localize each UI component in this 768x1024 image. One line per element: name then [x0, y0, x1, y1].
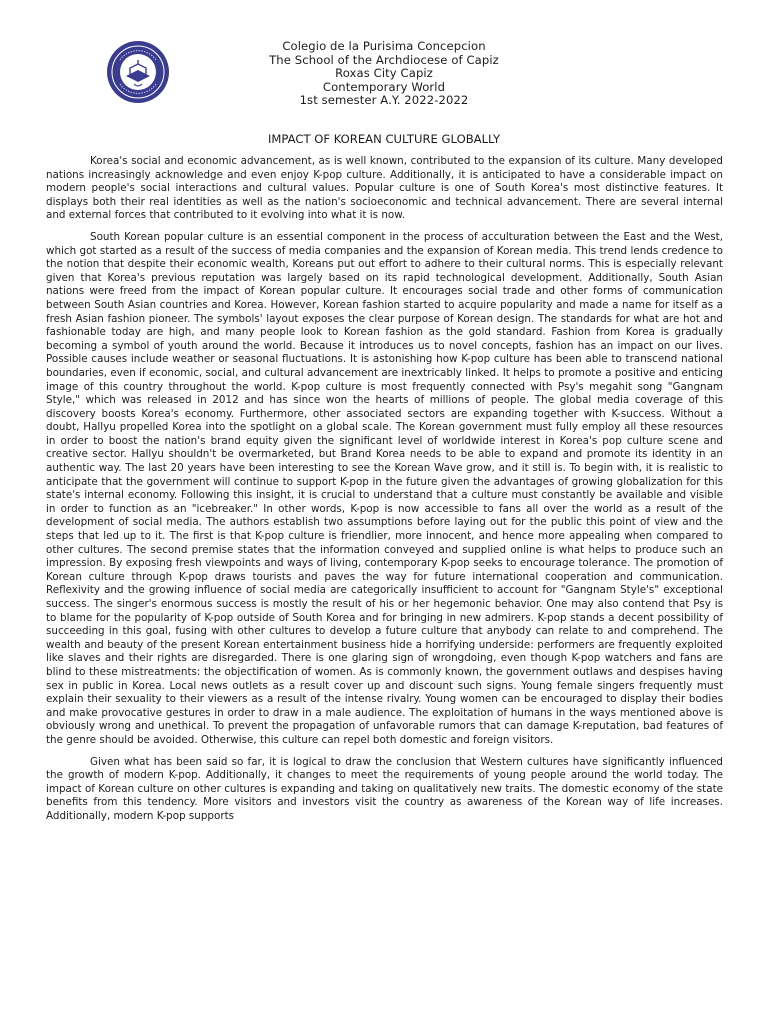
school-seal-logo — [106, 40, 170, 104]
header-semester: 1st semester A.Y. 2022-2022 — [299, 93, 469, 108]
header-archdiocese: The School of the Archdiocese of Capiz — [269, 52, 499, 67]
header-city: Roxas City Capiz — [335, 66, 433, 81]
header-subject: Contemporary World — [322, 79, 446, 94]
header-school-name: Colegio de la Purisima Concepcion — [282, 39, 486, 53]
paragraph-3: Given what has been said so far, it is logical to draw the conclusion that Western cultures have significantly influenced the growth of modern K-pop. Additionally, it changes to meet the requirements of young people around the world today. The impact of Korean culture on other cultures is expanding and taking on qualitatively new traits. The domestic economy of the state benefits from this tendency. More visitors and investors visit the country as awareness of the Korean way of life increases. Additionally, modern K-pop supports — [46, 755, 723, 822]
paragraph-1: Korea's social and economic advancement, as is well known, contributed to the expansion of its culture. Many developed nations increasingly acknowledge and even enjoy K-pop culture. Additionally, it is anticipated to have a considerable impact on modern people's social interactions and cultural values. Popular culture is one of South Korea's most distinctive features. It displays both their real identities as well as the nation's socioeconomic and technical advancement. There are several internal and external forces that contributed to it evolving into what it is now. — [46, 155, 723, 222]
school-header — [200, 40, 568, 108]
essay-body — [46, 155, 723, 832]
paragraph-2: South Korean popular culture is an essential component in the process of acculturation between the East and the West, which got started as a result of the success of media companies and the expansion of Korean media. This trend lends credence to the notion that despite their economic wealth, Koreans put out effort to adhere to their cultural norms. This is especially relevant given that Korea's previous reputation was largely based on its rapid technological development. Additionally, South Asian nations were freed from the impact of Korean popular culture. It encourages social trade and other forms of communication between South Asian countries and Korea. However, Korean fashion started to acquire popularity and made a name for itself as a fresh Asian fashion pioneer. The symbols' layout exposes the clear purpose of Korean design. The standards for what are hot and fashionable today are high, and many people look to Korean fashion as the gold standard. Fashion from Korea is gradually becoming a symbol of youth around the world. Because it introduces us to novel concepts, fashion has an impact on our lives. Possible causes include weather or seasonal fluctuations. It is astonishing how K-pop culture has been able to transcend national boundaries, even if economic, social, and cultural advancement are inextricably linked. It helps to promote a positive and enticing image of this country throughout the world. K-pop culture is most frequently connected with Psy's megahit song "Gangnam Style," which was released in 2012 and has since won the hearts of millions of people. The global media coverage of this discovery boosts Korea's economy. Furthermore, other associated sectors are expanding together with K-success. Without a doubt, Hallyu propelled Korea into the spotlight on a global scale. The Korean government must fully employ all these resources in order to boost the nation's brand equity given the significant level of worldwide interest in Korea's pop culture scene and creative sector. Hallyu shouldn't be overmarketed, but Brand Korea needs to be able to expand and promote its identity in an authentic way. The last 20 years have been interesting to see the Korean Wave grow, and it still is. To begin with, it is realistic to anticipate that the government will continue to support K-pop in the future given the advantages of growing globalization for this state's internal economy. Following this insight, it is crucial to understand that a culture must constantly be available and visible in order to function as an "icebreaker." In other words, K-pop is now accessible to fans all over the world as a result of the development of social media. The authors establish two assumptions before laying out for the public this point of view and the steps that led up to it. The first is that K-pop culture is friendlier, more innocent, and hence more appealing when compared to other cultures. The second premise states that the information conveyed and supplied online is what helps to produce such an impression. By exposing fresh viewpoints and ways of living, contemporary K-pop seeks to encourage tolerance. The promotion of Korean culture through K-pop draws tourists and paves the way for future international cooperation and communication. Reflexivity and the growing influence of social media are categorically insufficient to account for "Gangnam Style's" exceptional success. The singer's enormous success is mostly the result of his or her hegemonic behavior. One may also contend that Psy is to blame for the popularity of K-pop outside of South Korea and for bringing in new admirers. K-pop stands a decent possibility of succeeding in this goal, fusing with other cultures to develop a future culture that anybody can relate to and comprehend. The wealth and beauty of the present Korean entertainment business hide a horrifying underside: performers are frequently exploited like slaves and their rights are disregarded. There is one glaring sign of wrongdoing, even though K-pop watchers and fans are blind to these mistreatments: the objectification of women. As is commonly known, the government outlaws and despises having sex in public in Korea. Local news outlets as a result cover up and discount such signs. Young female singers frequently must explain their sexuality to their viewers as a result of the intense rivalry. Young women can be encouraged to display their bodies and make provocative gestures in order to draw in a male audience. The exploitation of humans in the ways mentioned above is obviously wrong and unethical. To prevent the propagation of unfavorable rumors that can damage K-reputation, bad features of the genre should be avoided. Otherwise, this culture can repel both domestic and foreign visitors. — [46, 230, 723, 746]
document-title: IMPACT OF KOREAN CULTURE GLOBALLY — [267, 132, 501, 146]
